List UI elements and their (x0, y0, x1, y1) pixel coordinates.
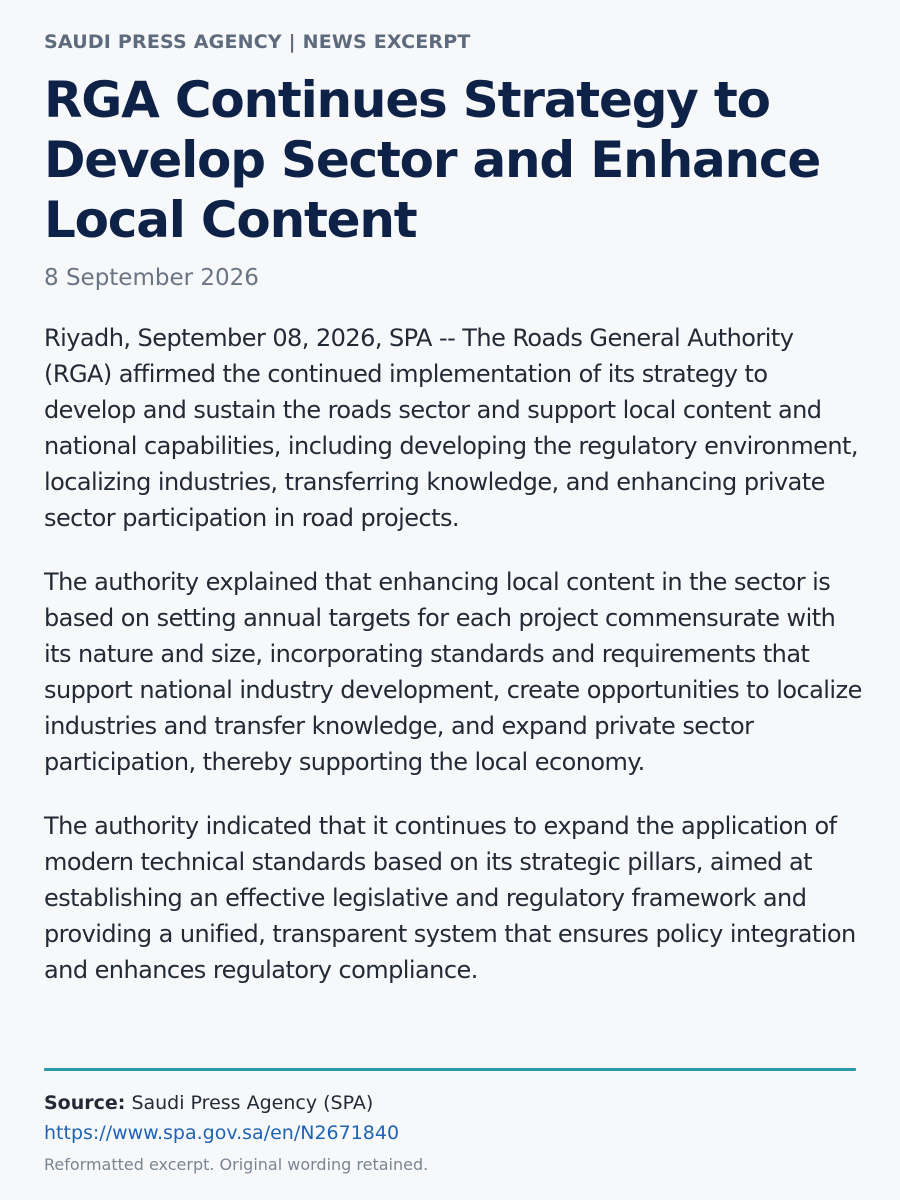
article-body (44, 320, 862, 988)
source-label: Source: (44, 1092, 126, 1114)
publish-date: 8 September 2026 (44, 265, 259, 291)
article-paragraph-2: The authority explained that enhancing local content in the sector is based on setting annual targets for each project commensurate with its nature and size, incorporating standards and requirements that support national industry development, create opportunities to localize industries and transfer knowledge, and expand private sector participation, thereby supporting the local economy. (44, 568, 862, 776)
source-link[interactable]: https://www.spa.gov.sa/en/N2671840 (44, 1122, 400, 1144)
source-block (44, 1088, 856, 1178)
footer-divider (44, 1068, 856, 1071)
reformat-note: Reformatted excerpt. Original wording retained. (44, 1155, 429, 1174)
article-paragraph-1: Riyadh, September 08, 2026, SPA -- The Roads General Authority (RGA) affirmed the continued implementation of its strategy to develop and sustain the roads sector and support local content and national capabilities, including developing the regulatory environment, localizing industries, transferring knowledge, and enhancing private sector participation in road projects. (44, 324, 858, 532)
source-line (44, 1088, 856, 1118)
kicker: SAUDI PRESS AGENCY | NEWS EXCERPT (44, 31, 471, 53)
article-paragraph-3: The authority indicated that it continues to expand the application of modern technical standards based on its strategic pillars, aimed at establishing an effective legislative and regulatory framework and providing a unified, transparent system that ensures policy integration and enhances regulatory compliance. (44, 812, 856, 984)
source-name: Saudi Press Agency (SPA) (131, 1092, 374, 1114)
page-title: RGA Continues Strategy to Develop Sector and Enhance Local Content (44, 71, 821, 249)
